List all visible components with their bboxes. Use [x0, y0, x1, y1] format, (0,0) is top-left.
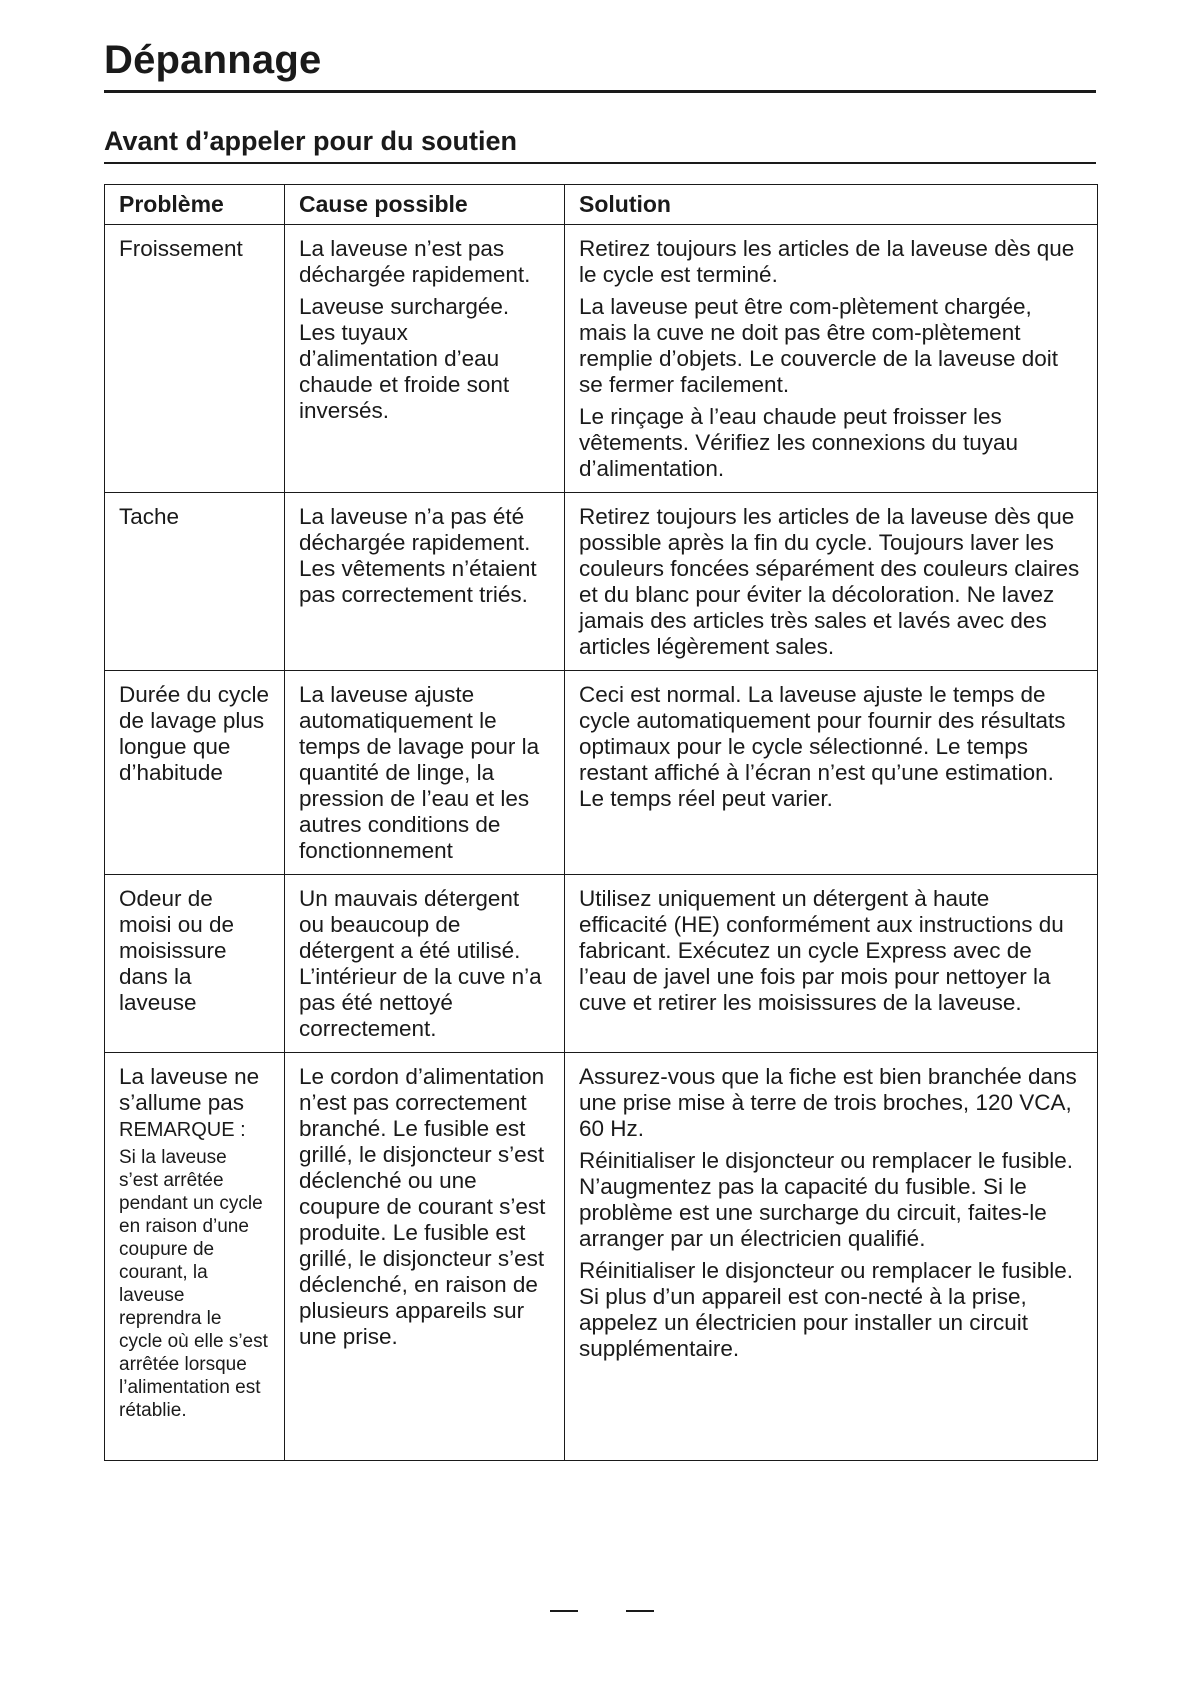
problem-cell [105, 225, 285, 493]
solution-text: Retirez toujours les articles de la laveuse dès que possible après la fin du cycle. Toujours laver les couleurs foncées séparément des couleurs claires et du blanc pour éviter la décoloration. Ne lavez jamais des articles très sales et lavés avec des articles légèrement sales. [579, 504, 1080, 659]
header-problem: Problème [105, 185, 285, 225]
problem-cell [105, 1053, 285, 1461]
solution-text: Réinitialiser le disjoncteur ou remplacer le fusible. Si plus d’un appareil est con-necté à la prise, appelez un électricien pour installer un circuit supplémentaire. [579, 1258, 1073, 1361]
title-rule [104, 90, 1096, 93]
cause-cell [285, 493, 565, 671]
table-header-row [105, 185, 1098, 225]
cause-cell [285, 875, 565, 1053]
solution-text: Assurez-vous que la fiche est bien branchée dans une prise mise à terre de trois broches, 120 VCA, 60 Hz. [579, 1064, 1077, 1141]
cause-text: Un mauvais détergent ou beaucoup de détergent a été utilisé. L’intérieur de la cuve n’a pas été nettoyé correctement. [299, 886, 542, 1041]
problem-cell [105, 493, 285, 671]
table-row [105, 225, 1098, 493]
solution-cell [565, 1053, 1098, 1461]
problem-cell [105, 875, 285, 1053]
solution-text: Retirez toujours les articles de la laveuse dès que le cycle est terminé. [579, 236, 1075, 287]
cause-text: La laveuse ajuste automatiquement le temps de lavage pour la quantité de linge, la pression de l’eau et les autres conditions de fonctionnement [299, 682, 540, 863]
problem-text: Odeur de moisi ou de moisissure dans la laveuse [119, 886, 235, 1015]
solution-cell [565, 225, 1098, 493]
page-number-dash [550, 1610, 578, 1612]
solution-text: Le rinçage à l’eau chaude peut froisser les vêtements. Vérifiez les connexions du tuyau d’alimentation. [579, 404, 1018, 481]
solution-text: Ceci est normal. La laveuse ajuste le temps de cycle automatiquement pour fournir des résultats optimaux pour le cycle sélectionné. Le temps restant affiché à l’écran n’est qu’une estimation. Le temps réel peut varier. [579, 682, 1066, 811]
problem-text: Tache [119, 504, 180, 529]
solution-text: La laveuse peut être com-plètement chargée, mais la cuve ne doit pas être com-plètement remplie d’objets. Le couvercle de la laveuse doit se fermer facilement. [579, 294, 1059, 397]
header-solution: Solution [565, 185, 1098, 225]
section-rule [104, 162, 1096, 164]
solution-cell [565, 493, 1098, 671]
cause-text: La laveuse n’est pas déchargée rapidement. [299, 236, 531, 287]
cause-cell [285, 671, 565, 875]
problem-text: Froissement [119, 236, 243, 261]
header-cause: Cause possible [285, 185, 565, 225]
page-title: Dépannage [104, 38, 322, 82]
problem-cell [105, 671, 285, 875]
cause-text: Le cordon d’alimentation n’est pas correctement branché. Le fusible est grillé, le disjoncteur s’est déclenché ou une coupure de courant s’est produite. Le fusible est grillé, le disjoncteur s’est déclenché, en raison de plusieurs appareils sur une prise. [299, 1064, 546, 1349]
solution-text: Utilisez uniquement un détergent à haute efficacité (HE) conformément aux instructions du fabricant. Exécutez un cycle Express avec de l’eau de javel une fois par mois pour nettoyer la cuve et retirer les moisissures de la laveuse. [579, 886, 1064, 1015]
troubleshooting-table [104, 184, 1098, 1461]
note-label: REMARQUE : [119, 1119, 246, 1141]
cause-cell [285, 225, 565, 493]
page-number-dash [626, 1610, 654, 1612]
section-title: Avant d’appeler pour du soutien [104, 126, 518, 156]
table-row [105, 493, 1098, 671]
page-number-placeholder [550, 1600, 660, 1620]
problem-text: La laveuse ne s’allume pas [119, 1064, 260, 1115]
solution-text: Réinitialiser le disjoncteur ou remplacer le fusible. N’augmentez pas la capacité du fusible. Si le problème est une surcharge du circuit, faites-le arranger par un électricien qualifié. [579, 1148, 1073, 1251]
cause-text: Laveuse surchargée. Les tuyaux d’alimentation d’eau chaude et froide sont inversés. [299, 294, 510, 423]
note-text: Si la laveuse s’est arrêtée pendant un cycle en raison d’une coupure de courant, la laveuse reprendra le cycle où elle s’est arrêtée lorsque l’alimentation est rétablie. [119, 1147, 268, 1421]
cause-cell [285, 1053, 565, 1461]
table-row [105, 1053, 1098, 1461]
table-row [105, 875, 1098, 1053]
cause-text: La laveuse n’a pas été déchargée rapidement. Les vêtements n’étaient pas correctement triés. [299, 504, 537, 607]
solution-cell [565, 671, 1098, 875]
table-row [105, 671, 1098, 875]
problem-text: Durée du cycle de lavage plus longue que d’habitude [119, 682, 270, 785]
solution-cell [565, 875, 1098, 1053]
